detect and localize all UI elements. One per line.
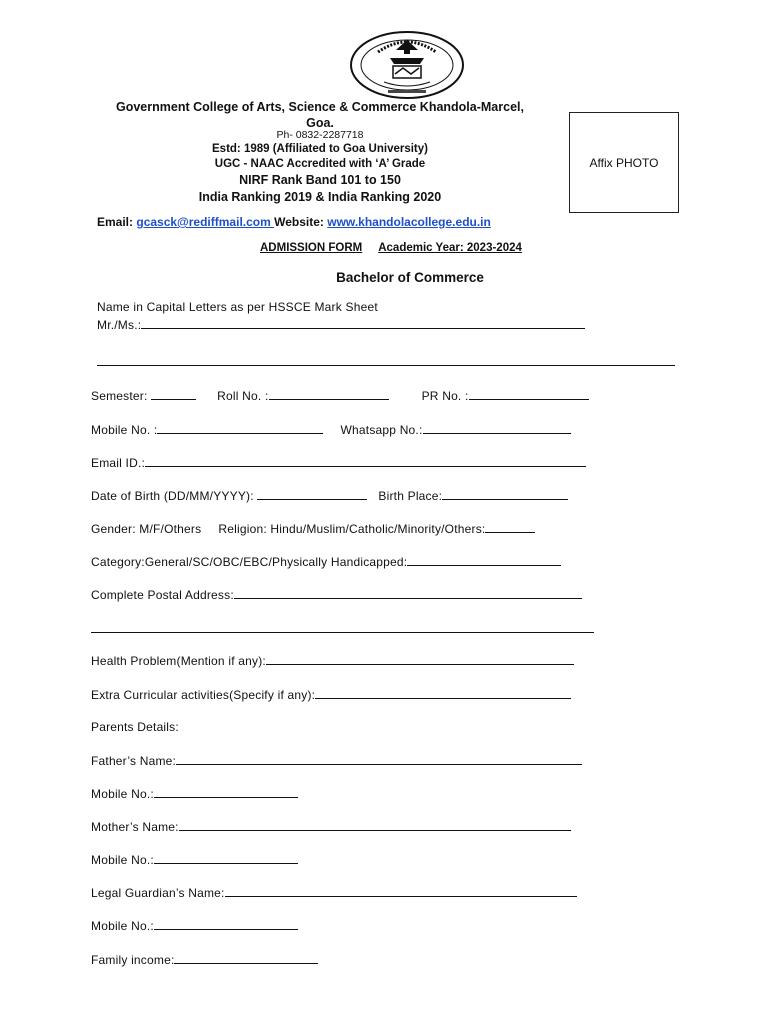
whatsapp-input-line[interactable] [423,422,571,434]
extra-curricular-row [91,687,571,702]
email-id-label: Email ID.: [91,456,146,470]
college-nirf-rank: NIRF Rank Band 101 to 150 [239,173,401,187]
photo-box [569,112,679,213]
birth-place-input-line[interactable] [442,488,568,500]
health-label: Health Problem(Mention if any): [91,654,266,668]
guardian-mobile-input-line[interactable] [154,918,298,930]
family-income-row [91,952,318,967]
name-instruction: Name in Capital Letters as per HSSCE Mark Sheet [97,300,378,314]
mother-name-input-line[interactable] [179,819,571,831]
email-link[interactable]: gcasck@rediffmail.com [136,215,275,229]
father-mobile-input-line[interactable] [154,786,298,798]
email-id-input-line[interactable] [145,455,586,467]
father-name-row [91,753,582,768]
mobile-label: Mobile No. : [91,423,158,437]
extra-curricular-input-line[interactable] [315,687,571,699]
academic-year: Academic Year: 2023-2024 [378,242,522,254]
guardian-mobile-row [91,918,298,933]
religion-input-line[interactable] [485,521,535,533]
college-established: Estd: 1989 (Affiliated to Goa University) [212,143,428,155]
contact-line [97,215,491,229]
roll-no-input-line[interactable] [269,388,389,400]
semester-row [91,388,589,403]
degree-title: Bachelor of Commerce [336,270,484,285]
gender-row [91,521,535,536]
family-income-input-line[interactable] [174,952,318,964]
mother-mobile-row [91,852,298,867]
email-label: Email: [97,215,134,229]
college-india-ranking: India Ranking 2019 & India Ranking 2020 [198,190,442,204]
dob-label: Date of Birth (DD/MM/YYYY): [91,489,254,503]
father-name-label: Father’s Name: [91,754,177,768]
health-row [91,653,574,668]
pr-no-label: PR No. : [421,389,469,403]
whatsapp-label: Whatsapp No.: [340,423,423,437]
photo-box-label: Affix PHOTO [589,155,659,170]
postal-address-continuation-line[interactable] [91,632,594,633]
category-input-line[interactable] [407,554,561,566]
form-name: ADMISSION FORM [260,242,363,254]
religion-label: Religion: Hindu/Muslim/Catholic/Minority/Others: [218,522,486,536]
college-phone: Ph- 0832-2287718 [276,129,364,141]
name-input-line[interactable] [141,317,585,329]
mobile-row [91,422,571,437]
guardian-mobile-label: Mobile No.: [91,919,154,933]
semester-input-line[interactable] [151,388,196,400]
mother-mobile-input-line[interactable] [154,852,298,864]
parents-details-label: Parents Details: [91,720,179,734]
semester-label: Semester: [91,389,148,403]
college-name-line2: Goa. [306,116,334,130]
family-income-label: Family income: [91,953,175,967]
mother-name-label: Mother’s Name: [91,820,179,834]
dob-input-line[interactable] [257,488,367,500]
college-name [70,99,570,131]
category-label: Category:General/SC/OBC/EBC/Physically Handicapped: [91,555,408,569]
postal-address-label: Complete Postal Address: [91,588,234,602]
postal-address-input-line[interactable] [234,587,582,599]
college-name-line1: Government College of Arts, Science & Commerce Khandola-Marcel, [116,100,524,114]
name-prefix-label: Mr./Ms.: [97,318,142,332]
postal-address-row [91,587,582,602]
form-title [260,242,538,254]
college-accreditation: UGC - NAAC Accredited with ‘A’ Grade [214,158,426,170]
dob-row [91,488,568,503]
guardian-name-input-line[interactable] [225,885,577,897]
guardian-name-label: Legal Guardian’s Name: [91,886,225,900]
roll-no-label: Roll No. : [217,389,269,403]
gender-label: Gender: M/F/Others [91,522,202,536]
father-mobile-label: Mobile No.: [91,787,154,801]
mobile-input-line[interactable] [157,422,323,434]
website-link[interactable]: www.khandolacollege.edu.in [327,215,491,229]
father-mobile-row [91,786,298,801]
mother-name-row [91,819,571,834]
father-name-input-line[interactable] [176,753,582,765]
name-row [97,317,585,332]
name-continuation-line[interactable] [97,365,675,366]
guardian-name-row [91,885,577,900]
birth-place-label: Birth Place: [378,489,443,503]
website-label: Website: [274,215,324,229]
pr-no-input-line[interactable] [469,388,589,400]
email-id-row [91,455,586,470]
mother-mobile-label: Mobile No.: [91,853,154,867]
extra-curricular-label: Extra Curricular activities(Specify if any): [91,688,316,702]
college-logo [348,30,466,100]
category-row [91,554,561,569]
health-input-line[interactable] [266,653,574,665]
